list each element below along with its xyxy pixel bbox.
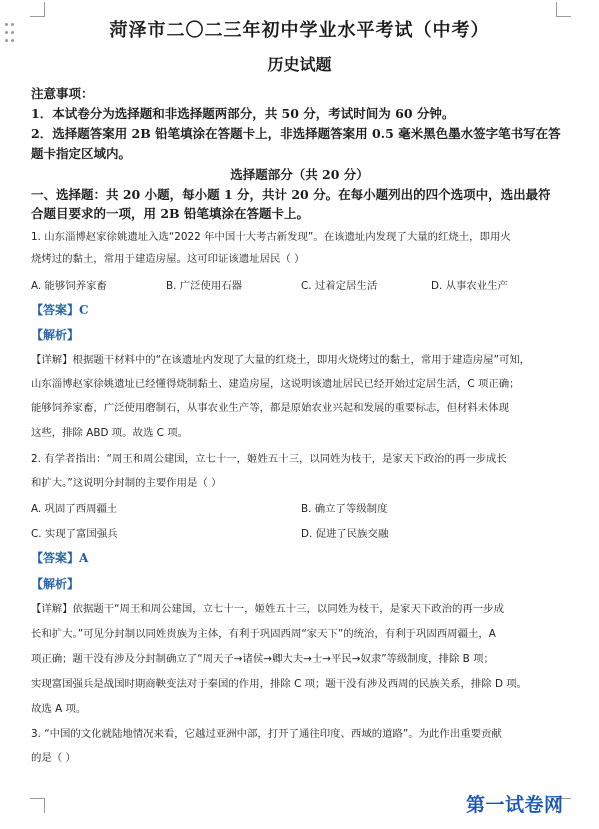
q2-detail-line-5: 故选 A 项。 <box>31 703 87 715</box>
watermark-logo: 第一试卷网 <box>466 794 564 816</box>
q2-stem-line-2: 和扩大。”这说明分封制的主要作用是（ ） <box>31 477 222 489</box>
q1-stem-line-1: 1. 山东淄博赵家徐姚遗址入选“2022 年中国十大考古新发现”。在该遗址内发现了大量的红烧土，即用火 <box>31 231 511 243</box>
section-title: 选择题部分（共 20 分） <box>230 167 369 182</box>
q2-option-a: A. 巩固了西周疆土 <box>31 503 118 515</box>
q2-option-b: B. 确立了等级制度 <box>301 503 388 515</box>
q1-detail-line-1: 【详解】根据题干材料中的“在该遗址内发现了大量的红烧土，即用火烧烤过的黏土，常用于建造房屋”可知， <box>31 354 531 366</box>
crop-mark-top-left <box>30 2 45 17</box>
crop-mark-bottom-left <box>30 798 45 813</box>
q1-option-a: A. 能够饲养家畜 <box>31 280 107 292</box>
q1-analysis-label: 【解析】 <box>31 328 80 342</box>
q2-stem-line-1: 2. 有学者指出：“周王和周公建国，立七十一，姬姓五十三，以同姓为枝干，是家天下政治的再一步成长 <box>31 453 507 465</box>
q3-stem-line-1: 3. “中国的文化就陆地情况来看，它越过亚洲中部，打开了通往印度、西域的道路”。为此作出重要贡献 <box>31 728 502 740</box>
q1-detail-line-4: 这些，排除 ABD 项。故选 C 项。 <box>31 427 188 439</box>
page-subtitle: 历史试题 <box>267 55 332 74</box>
q2-answer: 【答案】A <box>31 551 89 565</box>
q2-detail-line-4: 实现富国强兵是战国时期商鞅变法对于秦国的作用，排除 C 项；题干没有涉及西周的民族关系，排除 D 项。 <box>31 678 528 690</box>
q2-detail-line-1: 【详解】依据题干“周王和周公建国，立七十一，姬姓五十三，以同姓为枝干，是家天下政治的再一步成 <box>31 603 504 615</box>
q1-stem-line-2: 烧烤过的黏土，常用于建造房屋。这可印证该遗址居民（ ） <box>31 253 305 265</box>
page-title: 菏泽市二〇二三年初中学业水平考试（中考） <box>109 20 490 41</box>
q1-option-d: D. 从事农业生产 <box>431 280 508 292</box>
q1-detail-line-2: 山东淄博赵家徐姚遗址已经懂得烧制黏土、建造房屋，这说明该遗址居民已经开始过定居生活，C 项正确； <box>31 378 520 390</box>
q1-detail-line-3: 能够饲养家畜，广泛使用磨制石，从事农业生产等，都是原始农业兴起和发展的重要标志，但材料未体现 <box>31 402 509 414</box>
q2-option-c: C. 实现了富国强兵 <box>31 528 118 540</box>
q2-analysis-label: 【解析】 <box>31 577 80 591</box>
section-intro-line-2: 合题目要求的一项，用 2B 铅笔填涂在答题卡上。 <box>31 206 309 221</box>
section-intro-line-1: 一、选择题：共 20 小题，每小题 1 分，共计 20 分。在每小题列出的四个选项中，选出最符 <box>31 187 551 202</box>
notice-item-2-line-1: 2．选择题答案用 2B 铅笔填涂在答题卡上，非选择题答案用 0.5 毫米黑色墨水签字笔书写在答 <box>31 126 561 141</box>
q3-stem-line-2: 的是（ ） <box>31 752 76 764</box>
q2-option-d: D. 促进了民族交融 <box>301 528 389 540</box>
crop-mark-top-right <box>556 2 571 17</box>
q1-answer: 【答案】C <box>31 303 89 317</box>
notice-item-1: 1．本试卷分为选择题和非选择题两部分，共 50 分，考试时间为 60 分钟。 <box>31 106 455 121</box>
q2-detail-line-2: 长和扩大。”可见分封制以同姓贵族为主体，有利于巩固西周“家天下”的统治，有利于巩固西周疆土，A <box>31 628 496 640</box>
q1-option-c: C. 过着定居生活 <box>301 280 378 292</box>
q2-detail-line-3: 项正确；题干没有涉及分封制确立了“周天子→诸侯→卿大夫→士→平民→奴隶”等级制度，排除 B 项； <box>31 653 494 665</box>
notice-heading: 注意事项： <box>31 86 94 101</box>
notice-item-2-line-2: 题卡指定区域内。 <box>31 146 132 161</box>
q1-option-b: B. 广泛使用石器 <box>166 280 243 292</box>
